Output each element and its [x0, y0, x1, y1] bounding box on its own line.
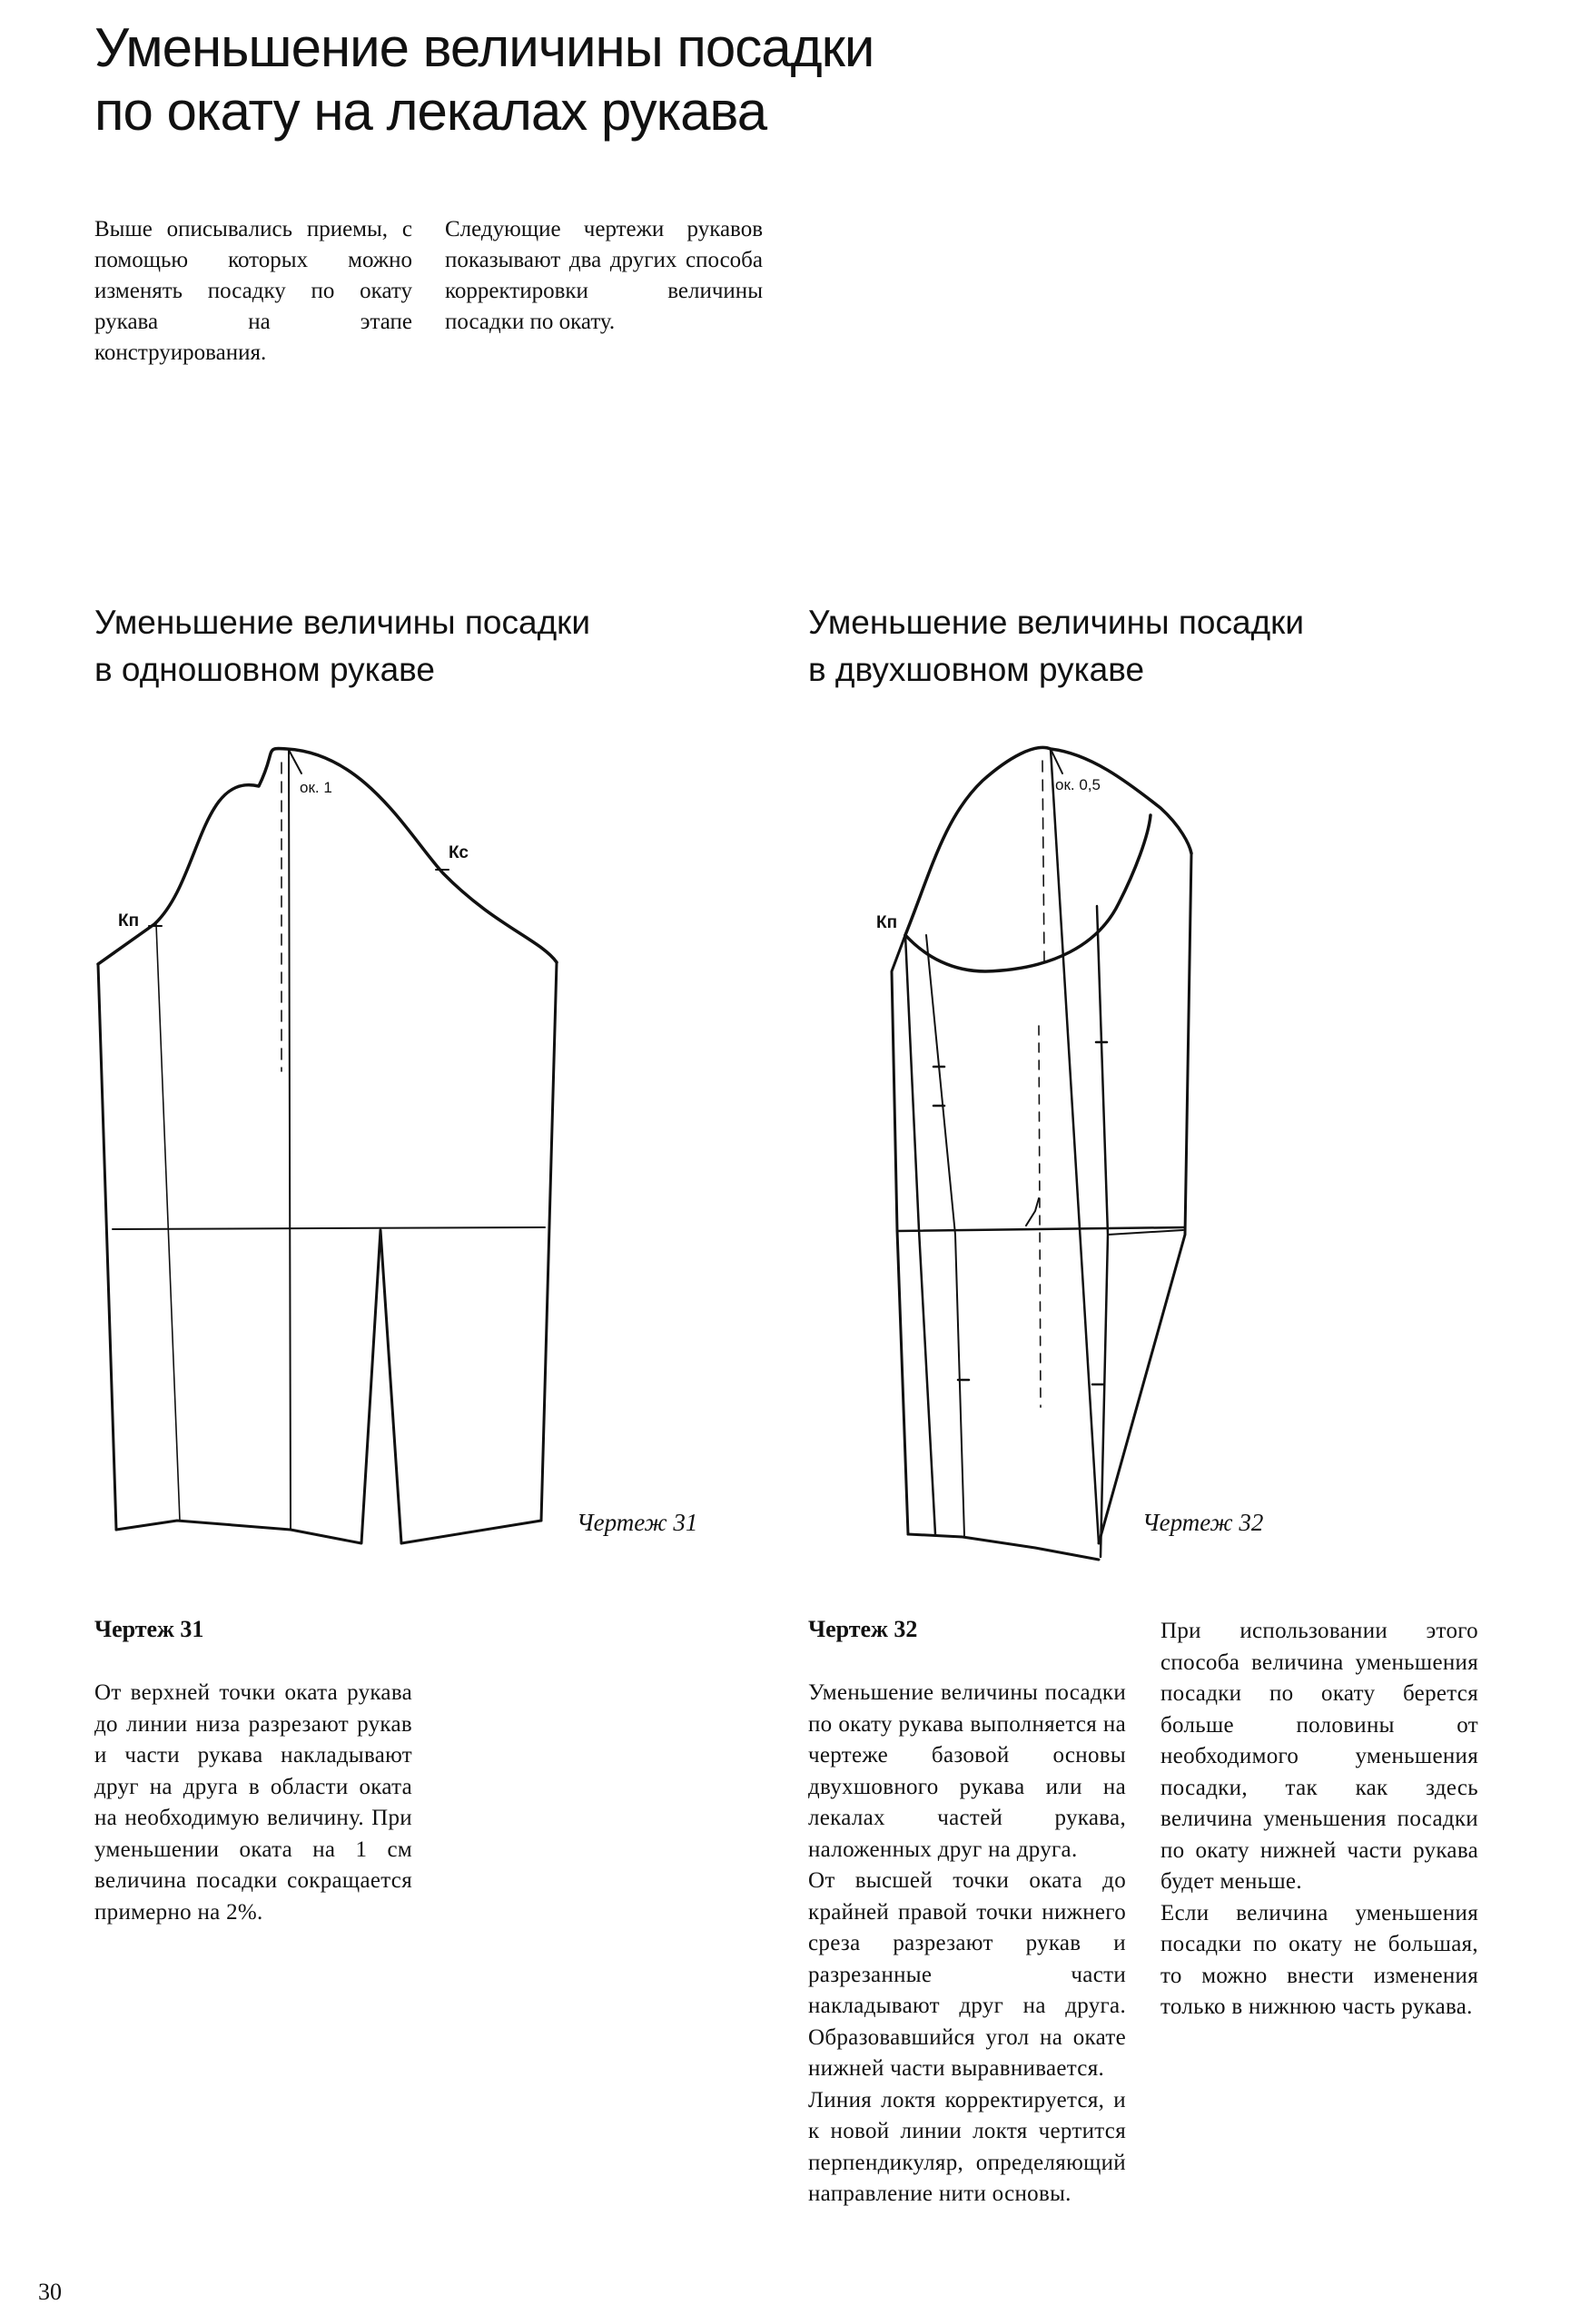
section-heading-one-seam-line-2: в одношовном рукаве — [94, 651, 436, 688]
section-heading-two-seam-line-1: Уменьшение величины посадки — [808, 604, 1305, 641]
text-32-paragraph: При использовании этого способа величина уменьшения посадки по окату берется больше половины от необходимого уменьшения посадки, так как здесь величина уменьшения посадки по окату нижней части рукава будет меньше. — [1160, 1619, 1478, 1894]
sleeve-left-side — [98, 964, 116, 1530]
caption-drawing-32: Чертеж 32 — [1142, 1509, 1264, 1536]
text-32-column-2 — [1160, 1616, 1478, 2024]
sleeve-left-side — [892, 935, 908, 1534]
intro-column-2: Следующие чертежи рукавов показывают два других способа корректировки величины посадки по окату. — [445, 217, 763, 334]
label-kc: Кс — [449, 843, 469, 862]
page-title-line-2: по окату на лекалах рукава — [94, 81, 767, 142]
sleeve-hem — [908, 1534, 1099, 1560]
label-kp-right: Кп — [876, 913, 898, 932]
drawing-32-two-seam-sleeve — [817, 0, 1326, 1598]
upper-sleeve-cap — [905, 747, 1191, 935]
sleeve-right-side — [541, 962, 557, 1521]
elbow-line — [897, 1227, 1185, 1231]
drawing-31-one-seam-sleeve — [0, 0, 790, 1598]
page-number: 30 — [38, 2279, 62, 2305]
text-32-paragraph: От высшей точки оката до крайней правой точки нижнего среза разрезают рукав и разрезанные части накладывают друг на друга. Образовавшийся угол на окате нижней части выравнивается. — [808, 1868, 1126, 2081]
page-title-line-1: Уменьшение величины посадки — [94, 17, 874, 78]
label-ok-0-5: ок. 0,5 — [1055, 776, 1101, 793]
center-grain-line — [289, 750, 291, 1530]
grain-line — [1039, 1026, 1041, 1407]
sleeve-hem — [116, 1230, 541, 1543]
text-32-column-1 — [808, 1678, 1126, 2211]
text-32-paragraph: Если величина уменьшения посадки по окату не большая, то можно внести изменения только в нижнюю часть рукава. — [1160, 1900, 1478, 2019]
inner-guide-line — [156, 924, 180, 1521]
text-32-paragraph: Линия локтя корректируется, и к новой линии локтя чертится перпендикуляр, определяющий направление нити основы. — [808, 2087, 1126, 2206]
text-32-paragraph: Уменьшение величины посадки по окату рукава выполняется на чертеже базовой основы двухшовного рукава или на лекалах частей рукава, наложенных друг на друга. — [808, 1680, 1126, 1862]
text-32-heading: Чертеж 32 — [808, 1616, 918, 1642]
section-heading-one-seam-line-1: Уменьшение величины посадки — [94, 604, 591, 641]
text-31-heading: Чертеж 31 — [94, 1616, 204, 1642]
sleeve-right-side — [1099, 853, 1191, 1543]
label-kp-left: Кп — [118, 911, 140, 931]
text-31-body: От верхней точки оката рукава до линии низа разрезают рукав и части рукава накладывают друг на друга в области оката на необходимую величину. При уменьшении оката на 1 см величина посадки сокращается примерно на 2%. — [94, 1680, 412, 1925]
elbow-line — [113, 1227, 545, 1229]
section-heading-two-seam-line-2: в двухшовном рукаве — [808, 651, 1145, 688]
caption-drawing-31: Чертеж 31 — [577, 1509, 698, 1536]
label-ok-1: ок. 1 — [300, 779, 332, 796]
intro-column-1: Выше описывались приемы, с помощью которых можно изменять посадку по окату рукава на этапе конструирования. — [94, 217, 412, 365]
